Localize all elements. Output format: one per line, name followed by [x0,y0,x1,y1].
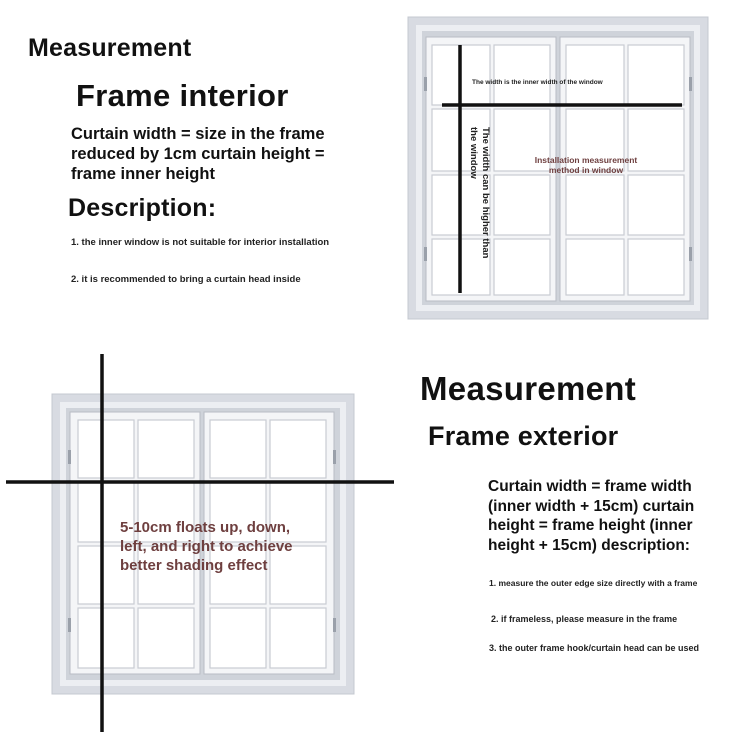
interior-note-1: 1. the inner window is not suitable for interior installation [71,237,330,248]
exterior-pane [78,608,134,668]
exterior-hinge [333,450,336,464]
interior-description-title: Description: [68,194,217,222]
exterior-pane [210,608,266,668]
interior-pane [628,175,684,235]
interior-pane [566,175,624,235]
interior-pane [628,239,684,295]
exterior-hinge [68,618,71,632]
exterior-float-label: 5-10cm floats up, down, left, and right to achieve better shading effect [120,519,293,574]
interior-heading-measurement: Measurement [28,34,192,62]
exterior-hinge [68,450,71,464]
interior-height-label: The width can be higher than the window [468,127,491,259]
interior-pane [566,239,624,295]
interior-note-2: 2. it is recommended to bring a curtain head inside [71,274,301,285]
interior-pane [494,175,550,235]
interior-hinge [689,247,692,261]
interior-hinge [424,247,427,261]
exterior-formula: Curtain width = frame width (inner width + 15cm) curtain height = frame height (inner height + 15cm) description: [488,478,695,554]
exterior-pane [138,608,194,668]
exterior-heading-measurement: Measurement [420,370,637,407]
interior-pane [494,45,550,105]
exterior-note-3: 3. the outer frame hook/curtain head can be used [489,643,700,653]
exterior-hinge [333,618,336,632]
interior-width-label: The width is the inner width of the window [472,79,603,86]
interior-heading-frame-interior: Frame interior [76,78,289,113]
exterior-note-1: 1. measure the outer edge size directly with a frame [489,578,698,588]
exterior-note-2: 2. if frameless, please measure in the frame [491,614,678,624]
interior-window-diagram [408,17,708,319]
interior-formula: Curtain width = size in the frame reduced by 1cm curtain height = frame inner height [71,125,325,183]
interior-hinge [424,77,427,91]
exterior-pane [270,608,326,668]
exterior-pane [138,420,194,478]
exterior-window-diagram [0,350,400,750]
exterior-pane [210,420,266,478]
exterior-pane [270,420,326,478]
exterior-pane [78,420,134,478]
interior-method-label: Installation measurement method in window [534,155,638,175]
interior-pane [494,239,550,295]
exterior-heading-frame-exterior: Frame exterior [428,421,619,451]
interior-pane [628,45,684,105]
interior-pane [566,45,624,105]
